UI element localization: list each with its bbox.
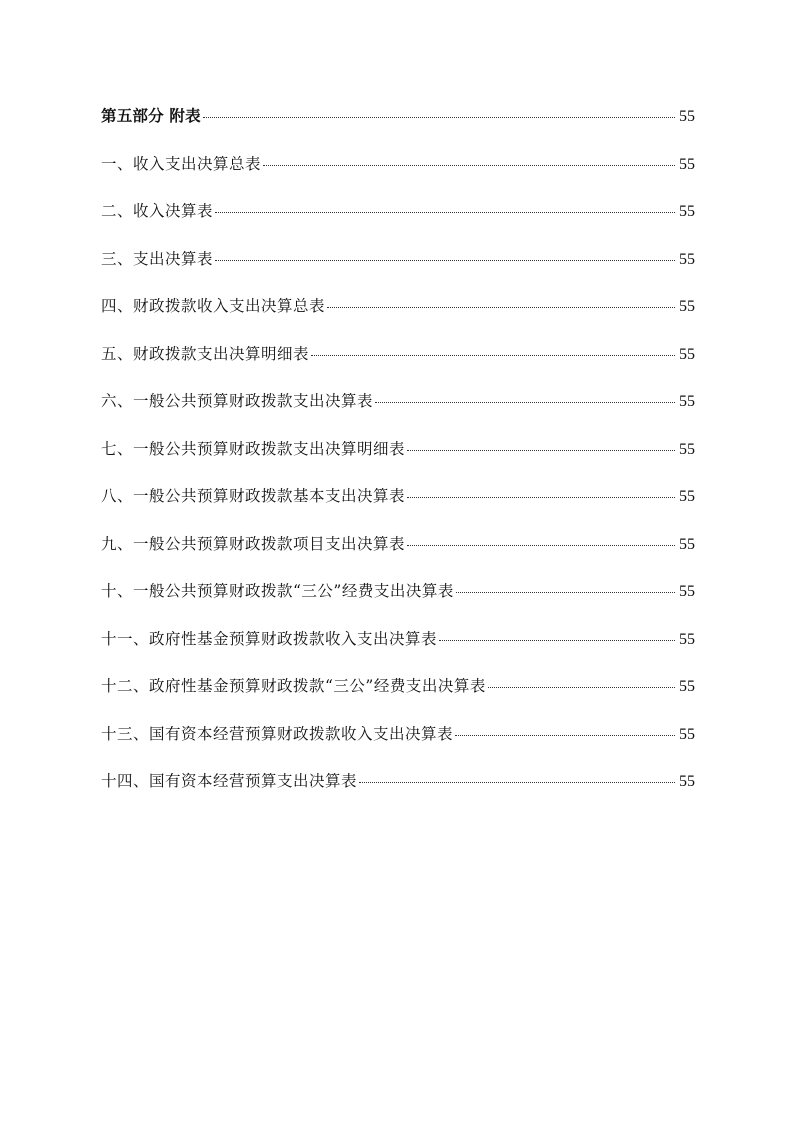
toc-entry-page: 55 [679, 488, 695, 505]
toc-entry[interactable] [101, 722, 695, 770]
toc-dot-leader [359, 782, 675, 783]
toc-entry[interactable] [101, 389, 695, 437]
toc-dot-leader [439, 640, 675, 641]
toc-entry-title: 六、一般公共预算财政拨款支出决算表 [101, 392, 374, 410]
toc-entry[interactable] [101, 437, 695, 485]
toc-entry[interactable] [101, 342, 695, 390]
toc-entry[interactable] [101, 247, 695, 295]
toc-dot-leader [456, 592, 675, 593]
toc-entry-title: 十一、政府性基金预算财政拨款收入支出决算表 [101, 629, 438, 648]
toc-dot-leader [215, 212, 675, 213]
toc-entry-title: 七、一般公共预算财政拨款支出决算明细表 [101, 439, 406, 458]
toc-entry[interactable] [101, 152, 695, 200]
toc-entry[interactable] [101, 627, 695, 675]
toc-entry-part-five[interactable] [101, 104, 695, 152]
toc-entry-page: 55 [679, 250, 695, 268]
toc-entry-page: 55 [679, 393, 695, 410]
toc-entry-page: 55 [679, 535, 695, 553]
toc-dot-leader [407, 450, 675, 451]
toc-entry[interactable] [101, 674, 695, 722]
toc-entry-title: 八、一般公共预算财政拨款基本支出决算表 [101, 487, 406, 505]
toc-entry-title: 九、一般公共预算财政拨款项目支出决算表 [101, 534, 406, 553]
toc-entry-title: 一、收入支出决算总表 [101, 154, 262, 173]
toc-dot-leader [311, 355, 675, 356]
toc-entry-title: 十四、国有资本经营预算支出决算表 [101, 772, 358, 790]
toc-entry-page: 55 [679, 298, 695, 315]
toc-entry-page: 55 [679, 583, 695, 600]
table-of-contents [101, 104, 695, 817]
toc-dot-leader [203, 117, 675, 118]
toc-entry[interactable] [101, 484, 695, 532]
toc-entry-title: 第五部分 附表 [101, 106, 201, 125]
toc-entry-title: 十二、政府性基金预算财政拨款“三公”经费支出决算表 [101, 677, 486, 695]
toc-entry-page: 55 [679, 773, 695, 790]
toc-dot-leader [407, 545, 675, 546]
toc-entry-page: 55 [679, 630, 695, 648]
toc-dot-leader [375, 402, 675, 403]
toc-entry-title: 十、一般公共预算财政拨款“三公”经费支出决算表 [101, 582, 454, 600]
toc-entry[interactable] [101, 294, 695, 342]
toc-entry[interactable] [101, 532, 695, 580]
toc-entry-page: 55 [679, 108, 695, 125]
toc-dot-leader [327, 307, 675, 308]
toc-entry[interactable] [101, 769, 695, 817]
toc-entry[interactable] [101, 199, 695, 247]
toc-dot-leader [488, 687, 675, 688]
toc-entry-title: 四、财政拨款收入支出决算总表 [101, 297, 326, 315]
toc-dot-leader [215, 260, 675, 261]
toc-entry-page: 55 [679, 440, 695, 458]
toc-entry-page: 55 [679, 725, 695, 743]
toc-entry-page: 55 [679, 203, 695, 220]
toc-entry-title: 十三、国有资本经营预算财政拨款收入支出决算表 [101, 724, 454, 743]
toc-dot-leader [407, 497, 675, 498]
toc-entry[interactable] [101, 579, 695, 627]
toc-dot-leader [263, 165, 675, 166]
toc-entry-page: 55 [679, 345, 695, 363]
toc-dot-leader [455, 735, 675, 736]
toc-entry-title: 二、收入决算表 [101, 202, 214, 220]
toc-entry-title: 五、财政拨款支出决算明细表 [101, 344, 310, 363]
toc-entry-page: 55 [679, 678, 695, 695]
toc-entry-page: 55 [679, 155, 695, 173]
toc-entry-title: 三、支出决算表 [101, 249, 214, 268]
